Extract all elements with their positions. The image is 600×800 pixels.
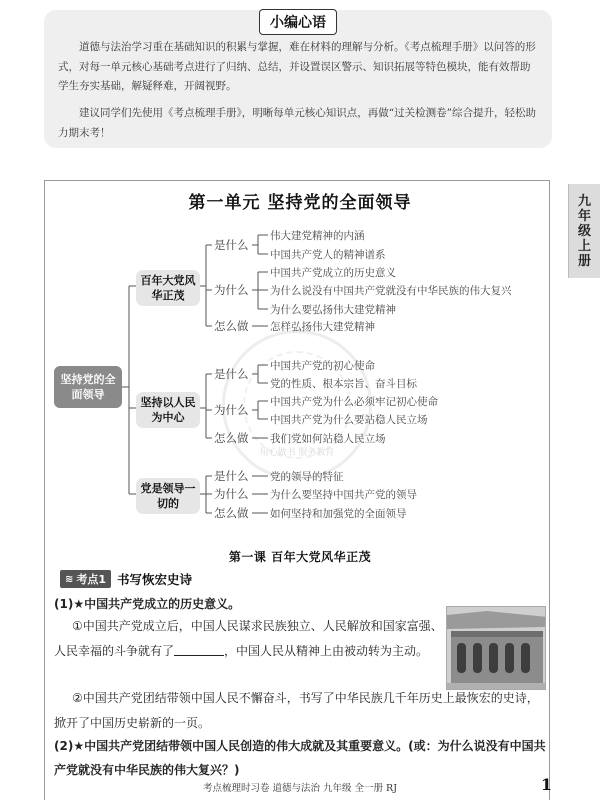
side-tab-char: 级 [577, 223, 591, 239]
kaodian-title: 书写恢宏史诗 [117, 572, 193, 587]
branch-2-how-item: 我们党如何站稳人民立场 [270, 433, 386, 445]
branch-2-what: 是什么 [214, 367, 249, 381]
branch-3-how: 怎么做 [214, 506, 249, 520]
historic-building-photo [446, 606, 546, 690]
mindmap-branch-1: 百年大党风华正茂 [136, 270, 200, 306]
branch-1-how-item: 怎样弘扬伟大建党精神 [270, 321, 375, 333]
branch-3-what: 是什么 [214, 469, 249, 483]
answer-1-part-2: ②中国共产党团结带领中国人民不懈奋斗，书写了中华民族几千年历史上最恢宏的史诗，掀开了中国历史崭新的一页。 [54, 691, 539, 730]
mindmap-branch-2: 坚持以人民为中心 [136, 392, 200, 428]
mindmap-branch-3: 党是领导一切的 [136, 478, 200, 514]
branch-1-why-item: 为什么要弘扬伟大建党精神 [270, 304, 396, 316]
mindmap-root: 坚持党的全面领导 [54, 366, 122, 408]
intro-title: 小编心语 [259, 9, 337, 35]
kaodian-badge [60, 570, 111, 588]
page-footer: 考点梳理时习卷 道德与法治 九年级 全一册 RJ [202, 783, 398, 794]
branch-2-why-item: 中国共产党为什么必须牢记初心使命 [270, 396, 438, 408]
kaodian-header [60, 570, 192, 588]
branch-2-why: 为什么 [214, 403, 249, 417]
branch-1-why: 为什么 [214, 283, 249, 297]
branch-1-how: 怎么做 [214, 319, 249, 333]
branch-3-how-item: 如何坚持和加强党的全面领导 [270, 508, 407, 520]
branch-3-why-item: 为什么要坚持中国共产党的领导 [270, 489, 417, 501]
wave-icon: ≋ [65, 573, 74, 585]
branch-1-why-item: 为什么说没有中国共产党就没有中华民族的伟大复兴 [270, 285, 512, 297]
question-1: (1)★中国共产党成立的历史意义。 [54, 597, 241, 611]
answer-1-text-before: ①中国共产党成立后，中国人民谋求民族独立、人民解放和国家富强、人民幸福的斗争就有了 [54, 619, 443, 658]
unit-title: 第一单元 坚持党的全面领导 [188, 193, 412, 213]
watermark-text: 用心做书 服务教育 [259, 448, 335, 458]
answer-1-part-1 [54, 614, 446, 664]
historic-building-illustration [447, 607, 546, 690]
kaodian-badge-label: 考点1 [76, 573, 107, 586]
branch-3-what-item: 党的领导的特征 [270, 471, 344, 483]
branch-2-why-item: 中国共产党为什么要站稳人民立场 [270, 414, 428, 426]
side-tab-char: 年 [577, 208, 591, 224]
page-number: 1 [540, 775, 552, 794]
fill-in-blank[interactable] [174, 644, 224, 656]
branch-2-how: 怎么做 [214, 431, 249, 445]
side-tab-char: 册 [577, 253, 591, 269]
side-tab-char: 九 [577, 193, 591, 209]
branch-2-what-item: 党的性质、根本宗旨、奋斗目标 [270, 378, 417, 390]
branch-1-what-item: 伟大建党精神的内涵 [270, 230, 365, 242]
question-2: (2)★中国共产党团结带领中国人民创造的伟大成就及其重要意义。(或：为什么说没有中国共产党就没有中华民族的伟大复兴？) [54, 739, 546, 777]
side-tab-char: 上 [577, 238, 591, 254]
branch-2-what-item: 中国共产党的初心使命 [270, 360, 375, 372]
intro-paragraph-2: 建议同学们先使用《考点梳理手册》，明晰每单元核心知识点，再做“过关检测卷”综合提升，轻松助力期末考！ [58, 107, 536, 139]
branch-1-what: 是什么 [214, 238, 249, 252]
branch-1-what-item: 中国共产党人的精神谱系 [270, 249, 386, 261]
branch-3-why: 为什么 [214, 487, 249, 501]
intro-paragraph-1: 道德与法治学习重在基础知识的积累与掌握，难在材料的理解与分析。《考点梳理手册》以问答的形式，对每一单元核心基础考点进行了归纳、总结，并设置误区警示、知识拓展等特色模块，能有效帮助学生夯实基础，解疑释难，开阔视野。 [58, 41, 536, 92]
lesson-title: 第一课 百年大党风华正茂 [228, 550, 372, 564]
branch-1-why-item: 中国共产党成立的历史意义 [270, 267, 396, 279]
answer-1-text-after: ，中国人民从精神上由被动转为主动。 [224, 644, 429, 658]
